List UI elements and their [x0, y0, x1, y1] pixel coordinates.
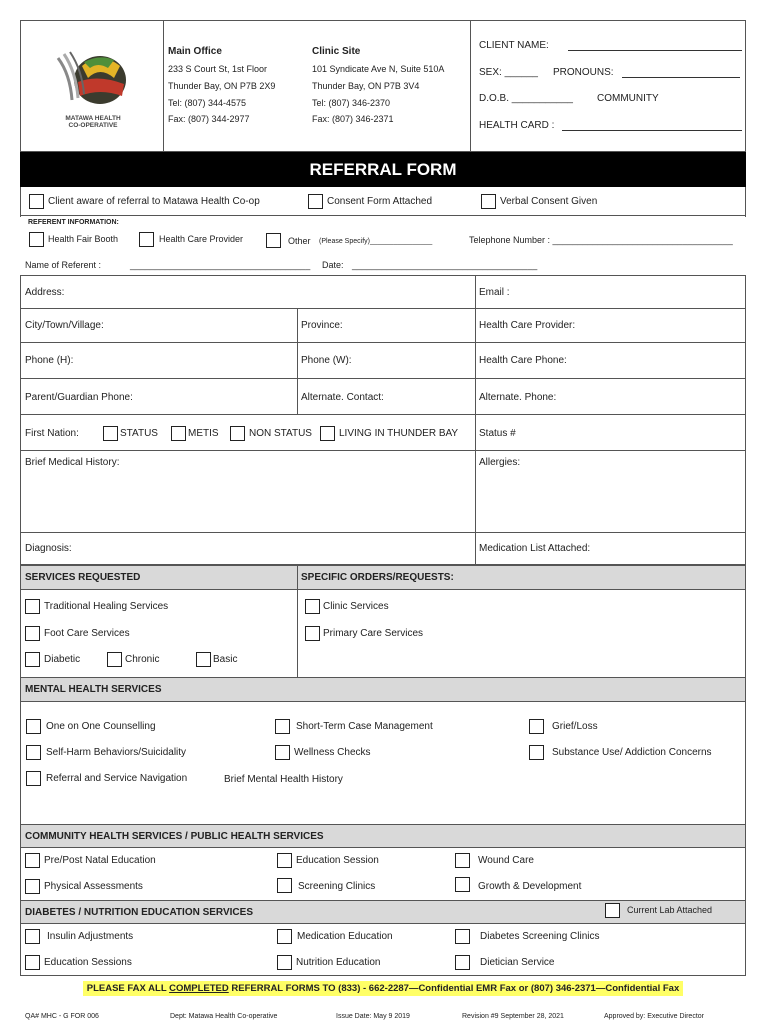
education-session-checkbox[interactable]: [277, 853, 292, 868]
status-label: STATUS: [120, 428, 158, 439]
current-lab-checkbox[interactable]: [605, 903, 620, 918]
services-heading: SERVICES REQUESTED: [25, 572, 141, 583]
phone-work-label[interactable]: Phone (W):: [301, 355, 352, 366]
alt-contact-label[interactable]: Alternate. Contact:: [301, 392, 384, 403]
footer-revision: Revision #9 September 28, 2021: [462, 1013, 564, 1020]
insulin-checkbox[interactable]: [25, 929, 40, 944]
main-office-title: Main Office: [168, 46, 222, 57]
fax-completed: COMPLETED: [169, 982, 229, 994]
referent-name-label: Name of Referent :: [25, 260, 102, 270]
phone-home-label[interactable]: Phone (H):: [25, 355, 74, 366]
diagnosis-label[interactable]: Diagnosis:: [25, 543, 72, 554]
verbal-consent-checkbox[interactable]: [481, 194, 496, 209]
wellness-checkbox[interactable]: [275, 745, 290, 760]
status-number-label[interactable]: Status #: [479, 428, 516, 439]
hcp-label[interactable]: Health Care Provider:: [479, 320, 576, 331]
main-office-line4: Fax: (807) 344-2977: [168, 114, 250, 124]
allergies-label[interactable]: Allergies:: [479, 457, 521, 468]
growth-label: Growth & Development: [478, 881, 582, 892]
basic-label: Basic: [213, 654, 238, 665]
diabetic-label: Diabetic: [44, 654, 81, 665]
education-sessions-checkbox[interactable]: [25, 955, 40, 970]
wound-care-checkbox[interactable]: [455, 853, 470, 868]
client-sex-field[interactable]: SEX: ______: [479, 67, 538, 78]
province-label[interactable]: Province:: [301, 320, 343, 331]
referent-other-label: Other: [288, 236, 311, 246]
wound-care-label: Wound Care: [478, 855, 534, 866]
chronic-checkbox[interactable]: [107, 652, 122, 667]
self-harm-label: Self-Harm Behaviors/Suicidality: [46, 747, 187, 758]
telephone-number-field[interactable]: Telephone Number : ____________________________________: [469, 235, 733, 245]
footer-qa: QA# MHC - G FOR 006: [25, 1013, 99, 1020]
main-office-line1: 233 S Court St, 1st Floor: [168, 64, 268, 74]
client-details-grid: [20, 275, 746, 565]
guardian-phone-label[interactable]: Parent/Guardian Phone:: [25, 392, 133, 403]
email-label[interactable]: Email :: [479, 287, 510, 298]
referent-other-specify[interactable]: (Please Specify)________________: [319, 238, 433, 245]
client-pronouns-field[interactable]: [622, 77, 740, 78]
living-tb-label: LIVING IN THUNDER BAY: [339, 428, 459, 439]
non-status-checkbox[interactable]: [230, 426, 245, 441]
foot-care-label: Foot Care Services: [44, 628, 130, 639]
form-title-bar: [20, 152, 746, 187]
living-tb-checkbox[interactable]: [320, 426, 335, 441]
wellness-label: Wellness Checks: [294, 747, 371, 758]
referent-date-label: Date:: [322, 260, 344, 270]
client-community-label: COMMUNITY: [597, 93, 659, 104]
nutrition-label: Nutrition Education: [296, 957, 381, 968]
city-label[interactable]: City/Town/Village:: [25, 320, 104, 331]
address-label[interactable]: Address:: [25, 287, 65, 298]
referent-other-checkbox[interactable]: [266, 233, 281, 248]
health-fair-label: Health Fair Booth: [48, 234, 119, 244]
nutrition-checkbox[interactable]: [277, 955, 292, 970]
education-sessions-label: Education Sessions: [44, 957, 132, 968]
short-term-label: Short-Term Case Management: [296, 721, 433, 732]
community-heading: COMMUNITY HEALTH SERVICES / PUBLIC HEALTH SERVICES: [25, 830, 324, 842]
education-session-label: Education Session: [296, 855, 379, 866]
referent-date-field[interactable]: _____________________________________: [352, 260, 538, 270]
form-title: REFERRAL FORM: [309, 159, 457, 179]
client-health-card-field[interactable]: [562, 130, 742, 131]
referent-name-field[interactable]: ____________________________________: [130, 260, 311, 270]
traditional-healing-checkbox[interactable]: [25, 599, 40, 614]
main-office-line2: Thunder Bay, ON P7B 2X9: [168, 81, 276, 91]
dietician-checkbox[interactable]: [455, 955, 470, 970]
client-health-card-label: HEALTH CARD :: [479, 120, 555, 131]
footer-issue: Issue Date: May 9 2019: [336, 1013, 410, 1020]
clinic-site-line3: Tel: (807) 346-2370: [312, 98, 391, 108]
consent-aware-checkbox[interactable]: [29, 194, 44, 209]
clinic-site-line1: 101 Syndicate Ave N, Suite 510A: [312, 64, 445, 74]
grief-checkbox[interactable]: [529, 719, 544, 734]
health-fair-checkbox[interactable]: [29, 232, 44, 247]
mental-health-header: [20, 677, 746, 702]
fax-banner: [20, 976, 746, 1000]
basic-checkbox[interactable]: [196, 652, 211, 667]
chronic-label: Chronic: [125, 654, 160, 665]
screening-clinics-checkbox[interactable]: [277, 878, 292, 893]
referent-hcp-label: Health Care Provider: [159, 234, 244, 244]
brief-mh-history-label[interactable]: Brief Mental Health History: [224, 774, 343, 785]
logo-text-line2: CO-OPERATIVE: [68, 122, 118, 129]
diabetic-checkbox[interactable]: [25, 652, 40, 667]
clinic-services-checkbox[interactable]: [305, 599, 320, 614]
fax-post: REFERRAL FORMS TO (833) - 662-2287—Confidential EMR Fax or (807) 346-2371—Confidential Fax: [228, 982, 680, 994]
physical-checkbox[interactable]: [25, 879, 40, 894]
clinic-site-line2: Thunder Bay, ON P7B 3V4: [312, 81, 420, 91]
substance-checkbox[interactable]: [529, 745, 544, 760]
insulin-label: Insulin Adjustments: [47, 931, 134, 942]
primary-care-label: Primary Care Services: [323, 628, 424, 639]
metis-checkbox[interactable]: [171, 426, 186, 441]
metis-label: METIS: [188, 428, 219, 439]
diabetes-screening-label: Diabetes Screening Clinics: [480, 931, 600, 942]
non-status-label: NON STATUS: [249, 428, 312, 439]
diabetes-heading: DIABETES / NUTRITION EDUCATION SERVICES: [25, 906, 253, 918]
current-lab-label: Current Lab Attached: [627, 905, 713, 915]
client-pronouns-label: PRONOUNS:: [553, 67, 614, 78]
clinic-site-line4: Fax: (807) 346-2371: [312, 114, 394, 124]
short-term-checkbox[interactable]: [275, 719, 290, 734]
first-nation-label: First Nation:: [25, 428, 79, 439]
medication-ed-checkbox[interactable]: [277, 929, 292, 944]
self-harm-checkbox[interactable]: [26, 745, 41, 760]
referent-heading: REFERENT INFORMATION:: [28, 219, 119, 226]
medication-list-label[interactable]: Medication List Attached:: [479, 543, 591, 554]
growth-checkbox[interactable]: [455, 877, 470, 892]
logo-text-line1: MATAWA HEALTH: [65, 115, 121, 122]
dietician-label: Dietician Service: [480, 957, 555, 968]
footer-dept: Dept: Matawa Health Co-operative: [170, 1013, 278, 1020]
clinic-services-label: Clinic Services: [323, 601, 389, 612]
medical-history-label[interactable]: Brief Medical History:: [25, 457, 120, 468]
consent-form-checkbox[interactable]: [308, 194, 323, 209]
main-office-line3: Tel: (807) 344-4575: [168, 98, 247, 108]
specific-orders-heading: SPECIFIC ORDERS/REQUESTS:: [301, 572, 454, 583]
counselling-checkbox[interactable]: [26, 719, 41, 734]
physical-label: Physical Assessments: [44, 881, 143, 892]
substance-label: Substance Use/ Addiction Concerns: [552, 747, 712, 758]
prenatal-checkbox[interactable]: [25, 853, 40, 868]
client-dob-field[interactable]: D.O.B. ___________: [479, 93, 573, 104]
referral-nav-checkbox[interactable]: [26, 771, 41, 786]
client-name-field[interactable]: [568, 50, 742, 51]
logo-emblem-icon: [48, 44, 138, 110]
alt-phone-label[interactable]: Alternate. Phone:: [479, 392, 557, 403]
counselling-label: One on One Counselling: [46, 721, 156, 732]
consent-form-label: Consent Form Attached: [327, 196, 433, 207]
fax-banner-text: [83, 981, 683, 996]
consent-aware-label: Client aware of referral to Matawa Health Co-op: [48, 196, 260, 207]
medication-ed-label: Medication Education: [297, 931, 393, 942]
traditional-healing-label: Traditional Healing Services: [44, 601, 169, 612]
referral-nav-label: Referral and Service Navigation: [46, 773, 188, 784]
diabetes-screening-checkbox[interactable]: [455, 929, 470, 944]
hcp-phone-label[interactable]: Health Care Phone:: [479, 355, 567, 366]
footer-approved: Approved by: Executive Director: [604, 1013, 704, 1020]
clinic-site-title: Clinic Site: [312, 46, 361, 57]
prenatal-label: Pre/Post Natal Education: [44, 855, 156, 866]
matawa-logo: [48, 44, 138, 134]
status-checkbox[interactable]: [103, 426, 118, 441]
verbal-consent-label: Verbal Consent Given: [500, 196, 598, 207]
client-name-label: CLIENT NAME:: [479, 40, 549, 51]
referent-hcp-checkbox[interactable]: [139, 232, 154, 247]
screening-clinics-label: Screening Clinics: [298, 881, 376, 892]
community-health-header: [20, 824, 746, 848]
fax-pre: PLEASE FAX ALL: [86, 982, 170, 994]
mental-heading: MENTAL HEALTH SERVICES: [25, 684, 162, 695]
grief-label: Grief/Loss: [552, 721, 598, 732]
foot-care-checkbox[interactable]: [25, 626, 40, 641]
primary-care-checkbox[interactable]: [305, 626, 320, 641]
